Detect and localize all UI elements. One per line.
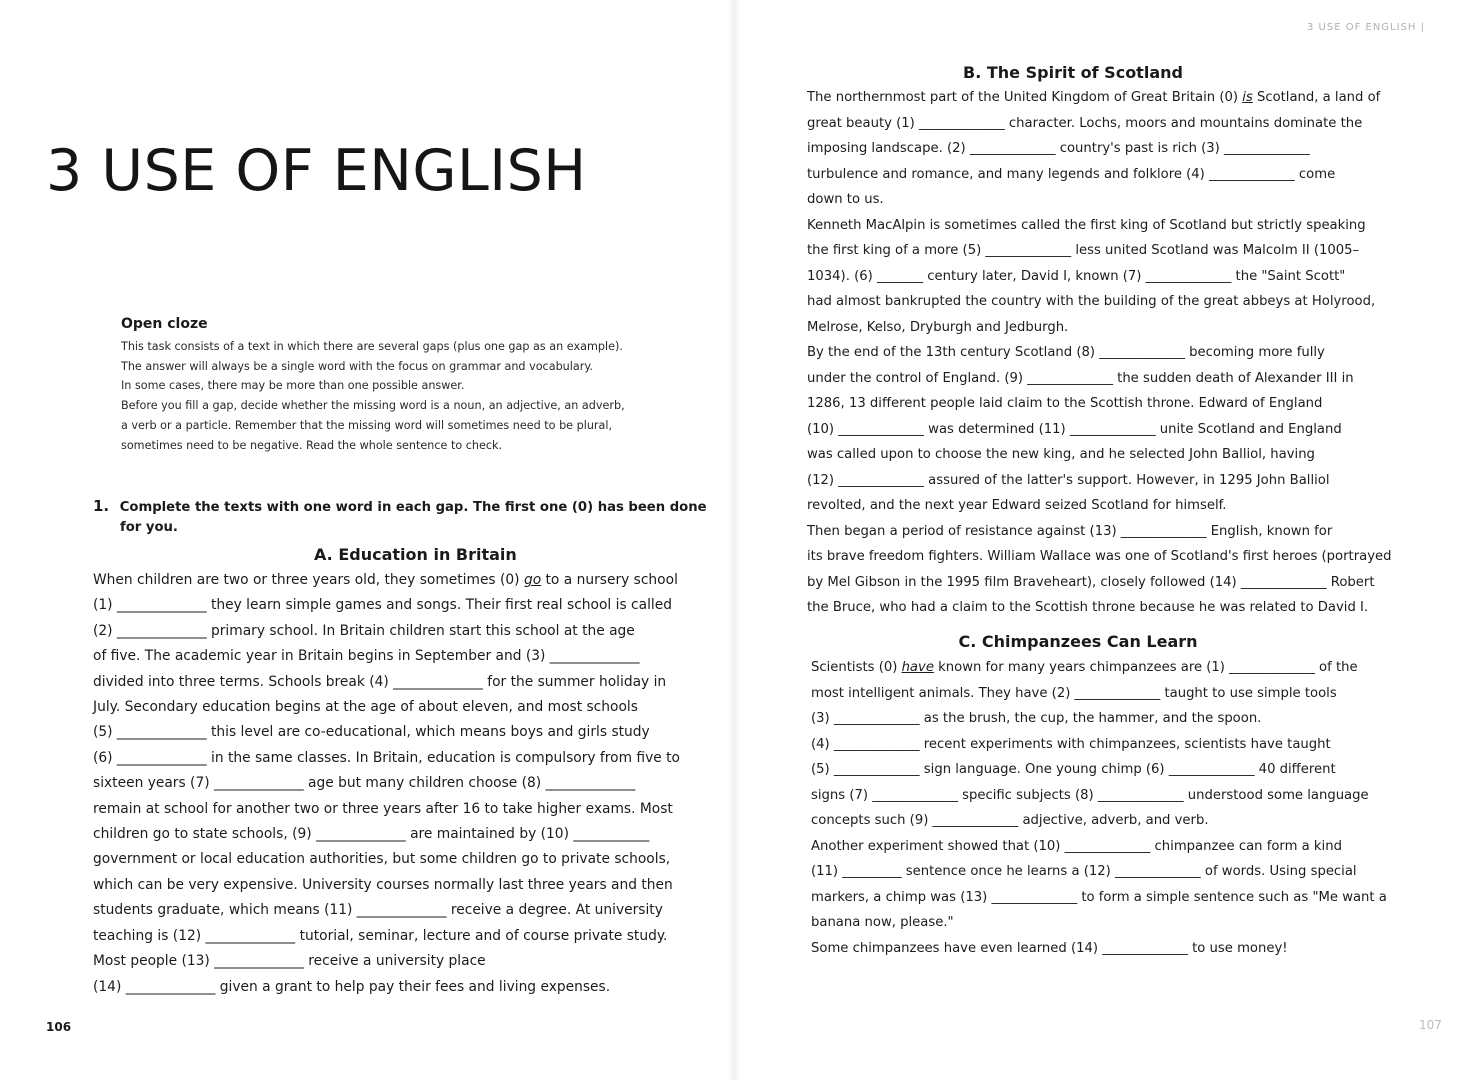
task-text-line1: Complete the texts with one word in each gap. The first one (0) has been done — [119, 500, 707, 515]
section-b-line: turbulence and romance, and many legends and folklore (4) _____________ come — [807, 166, 1336, 182]
open-cloze-line: In some cases, there may be more than one possible answer. — [121, 379, 465, 393]
section-b-line: was called upon to choose the new king, and he selected John Balliol, having — [807, 447, 1315, 462]
section-b-title: B. The Spirit of Scotland — [963, 63, 1183, 82]
section-a-line: divided into three terms. Schools break (4) _____________ for the summer holiday in — [93, 673, 667, 690]
section-c-line: Scientists (0) have known for many years chimpanzees are (1) _____________ of the — [811, 660, 1358, 675]
section-b-line: imposing landscape. (2) _____________ country's past is rich (3) _____________ — [807, 141, 1310, 156]
section-b-line: its brave freedom fighters. William Wallace was one of Scotland's first heroes (portrayed — [807, 549, 1392, 564]
left-page — [0, 0, 733, 1080]
section-a-line: teaching is (12) _____________ tutorial, seminar, lecture and of course private study. — [93, 927, 668, 944]
section-b-line: great beauty (1) _____________ character. Lochs, moors and mountains dominate the — [807, 115, 1363, 131]
task-number: 1. — [93, 497, 110, 515]
section-b-line: the first king of a more (5) _____________ less united Scotland was Malcolm II (1005– — [807, 243, 1360, 258]
section-a-line: remain at school for another two or three years after 16 to take higher exams. Most — [93, 800, 673, 817]
section-b-line: had almost bankrupted the country with the building of the great abbeys at Holyrood, — [807, 294, 1376, 309]
section-c-line: (11) _________ sentence once he learns a (12) _____________ of words. Using special — [811, 864, 1357, 879]
section-b-line: 1286, 13 different people laid claim to the Scottish throne. Edward of England — [807, 396, 1323, 411]
section-b-line: Kenneth MacAlpin is sometimes called the first king of Scotland but strictly speaking — [807, 217, 1366, 233]
section-a-line: sixteen years (7) _____________ age but many children choose (8) _____________ — [93, 775, 636, 792]
section-b-line: under the control of England. (9) _____________ the sudden death of Alexander III in — [807, 370, 1354, 386]
section-b-text — [807, 85, 1457, 621]
open-cloze-line: The answer will always be a single word with the focus on grammar and vocabulary. — [121, 359, 593, 373]
section-c-line: (4) _____________ recent experiments with chimpanzees, scientists have taught — [811, 736, 1331, 752]
section-a-line: children go to state schools, (9) _____________ are maintained by (10) ___________ — [93, 826, 650, 843]
section-c-line: most intelligent animals. They have (2) _____________ taught to use simple tools — [811, 685, 1337, 701]
example-answer: have — [901, 660, 934, 675]
task-instruction — [93, 496, 713, 538]
section-a-line: of five. The academic year in Britain begins in September and (3) _____________ — [93, 648, 640, 665]
section-a-text — [93, 568, 723, 1000]
section-c-line: (5) _____________ sign language. One young chimp (6) _____________ 40 different — [811, 762, 1336, 777]
section-a-line: Most people (13) _____________ receive a university place — [93, 953, 486, 970]
section-b-line: The northernmost part of the United Kingdom of Great Britain (0) is Scotland, a land of — [807, 90, 1381, 105]
section-b-line: (10) _____________ was determined (11) _____________ unite Scotland and England — [807, 421, 1342, 437]
section-b-line: down to us. — [807, 192, 884, 207]
section-a-line: (5) _____________ this level are co-educational, which means boys and girls study — [93, 724, 650, 741]
section-a-line: (6) _____________ in the same classes. In Britain, education is compulsory from five to — [93, 749, 681, 766]
section-c-line: banana now, please." — [811, 915, 954, 930]
section-b-line: (12) _____________ assured of the latter's support. However, in 1295 John Balliol — [807, 472, 1330, 488]
page-number-right: 107 — [1419, 1018, 1442, 1032]
section-a-line: (2) _____________ primary school. In Britain children start this school at the age — [93, 622, 635, 639]
section-c-line: Another experiment showed that (10) _____________ chimpanzee can form a kind — [811, 838, 1342, 854]
running-head: 3 USE OF ENGLISH | — [1307, 22, 1425, 33]
example-answer: go — [523, 572, 542, 588]
section-c-line: signs (7) _____________ specific subjects (8) _____________ understood some language — [811, 787, 1369, 803]
page-number-left: 106 — [46, 1020, 72, 1034]
section-c-line: (3) _____________ as the brush, the cup, the hammer, and the spoon. — [811, 711, 1262, 726]
task-text-line2: for you. — [120, 520, 178, 535]
section-a-line: When children are two or three years old, they sometimes (0) go to a nursery school — [93, 572, 678, 588]
section-b-line: by Mel Gibson in the 1995 film Braveheart), closely followed (14) _____________ Robert — [807, 574, 1375, 590]
section-c-title: C. Chimpanzees Can Learn — [958, 632, 1198, 651]
section-a-line: students graduate, which means (11) _____________ receive a degree. At university — [93, 902, 663, 919]
open-cloze-title: Open cloze — [121, 316, 208, 332]
section-b-line: By the end of the 13th century Scotland (8) _____________ becoming more fully — [807, 345, 1325, 360]
section-b-line: 1034). (6) _______ century later, David I, known (7) _____________ the "Saint Scott" — [807, 268, 1346, 284]
section-b-line: Then began a period of resistance against (13) _____________ English, known for — [807, 523, 1333, 539]
section-c-line: concepts such (9) _____________ adjective, adverb, and verb. — [811, 813, 1209, 828]
section-b-line: revolted, and the next year Edward seized Scotland for himself. — [807, 498, 1227, 513]
section-c-line: markers, a chimp was (13) _____________ to form a simple sentence such as "Me want a — [811, 889, 1387, 905]
open-cloze-line: a verb or a particle. Remember that the missing word will sometimes need to be plural, — [121, 418, 613, 432]
section-a-line: July. Secondary education begins at the age of about eleven, and most schools — [93, 699, 638, 716]
open-cloze-box — [121, 316, 701, 455]
section-a-line: government or local education authorities, but some children go to private schools, — [93, 851, 671, 868]
section-a-title: A. Education in Britain — [314, 545, 517, 564]
open-cloze-line: sometimes need to be negative. Read the whole sentence to check. — [121, 438, 503, 452]
section-a-line: (1) _____________ they learn simple games and songs. Their first real school is called — [93, 597, 673, 614]
section-b-line: the Bruce, who had a claim to the Scottish throne because he was related to David I. — [807, 600, 1369, 615]
section-c-text — [811, 655, 1461, 961]
section-c-line: Some chimpanzees have even learned (14) _____________ to use money! — [811, 940, 1288, 956]
example-answer: is — [1242, 90, 1253, 105]
open-cloze-line: Before you fill a gap, decide whether the missing word is a noun, an adjective, an adverb, — [121, 399, 625, 413]
right-page — [733, 0, 1467, 1080]
open-cloze-line: This task consists of a text in which there are several gaps (plus one gap as an example). — [121, 340, 623, 353]
section-a-line: which can be very expensive. University courses normally last three years and then — [93, 876, 673, 893]
section-b-line: Melrose, Kelso, Dryburgh and Jedburgh. — [807, 319, 1069, 335]
chapter-title: 3 USE OF ENGLISH — [46, 138, 587, 204]
section-a-line: (14) _____________ given a grant to help pay their fees and living expenses. — [93, 978, 611, 995]
